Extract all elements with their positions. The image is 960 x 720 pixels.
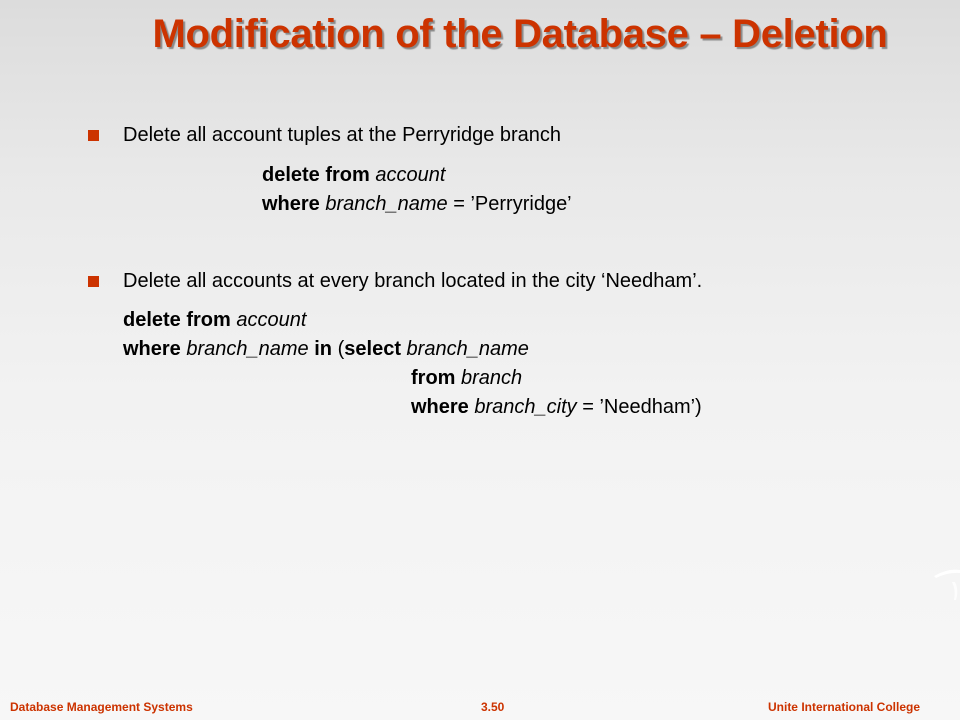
bullet-text: Delete all account tuples at the Perryridge branch bbox=[123, 124, 562, 146]
sql-identifier: branch_name bbox=[186, 338, 309, 360]
bullet-item bbox=[88, 124, 561, 147]
footer-slide-number: 3.50 bbox=[481, 700, 505, 714]
sql-keyword: delete from bbox=[262, 164, 370, 186]
sql-identifier: branch bbox=[461, 367, 523, 389]
sql-keyword: where bbox=[411, 396, 469, 418]
square-bullet-icon bbox=[88, 276, 99, 287]
sql-line bbox=[123, 364, 702, 393]
square-bullet-icon bbox=[88, 130, 99, 141]
sql-code-block bbox=[123, 306, 702, 422]
sql-identifier: branch_city bbox=[474, 396, 577, 418]
sql-line bbox=[123, 393, 702, 422]
sql-literal: = ’Needham’) bbox=[582, 396, 702, 418]
sql-line bbox=[123, 306, 702, 335]
bullet-text: Delete all accounts at every branch located in the city ‘Needham’. bbox=[123, 270, 703, 292]
sql-literal: = ’Perryridge’ bbox=[453, 193, 572, 215]
slide-title: Modification of the Database – Deletion bbox=[152, 12, 888, 56]
sql-keyword: from bbox=[411, 367, 456, 389]
sql-identifier: branch_name bbox=[406, 338, 529, 360]
sql-identifier: account bbox=[375, 164, 446, 186]
footer-course-name: Database Management Systems bbox=[10, 700, 193, 714]
sql-keyword: delete from bbox=[123, 309, 231, 331]
sql-keyword: where bbox=[123, 338, 181, 360]
decorative-swoosh-icon bbox=[930, 560, 960, 600]
sql-line bbox=[123, 335, 702, 364]
sql-keyword: where bbox=[262, 193, 320, 215]
sql-line bbox=[262, 161, 572, 190]
sql-line bbox=[262, 190, 572, 219]
bullet-item bbox=[88, 270, 702, 293]
sql-identifier: account bbox=[236, 309, 307, 331]
sql-code-block bbox=[262, 161, 572, 219]
sql-keyword: select bbox=[344, 338, 401, 360]
sql-paren: ( bbox=[337, 338, 345, 360]
sql-keyword: in bbox=[314, 338, 333, 360]
sql-identifier: branch_name bbox=[325, 193, 448, 215]
footer-institution: Unite International College bbox=[767, 700, 920, 714]
